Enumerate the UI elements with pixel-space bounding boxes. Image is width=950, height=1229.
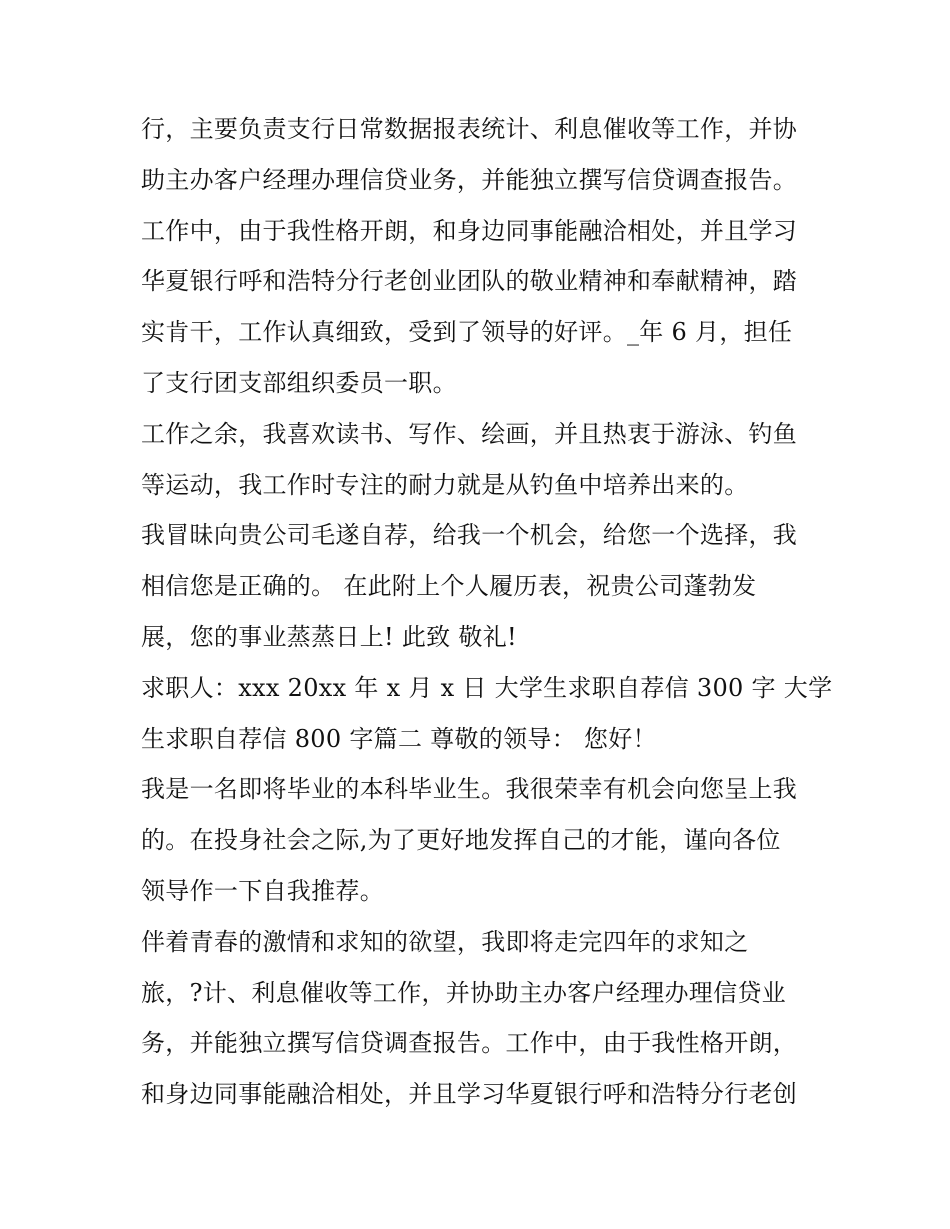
text-line-4: 华夏银行呼和浩特分行老创业团队的敬业精神和奉献精神，踏 — [141, 267, 798, 296]
text-line-15: 的。在投身社会之际,为了更好地发挥自己的才能，谨向各位 — [141, 826, 781, 855]
text-line-6: 了支行团支部组织委员一职。 — [141, 368, 457, 397]
text-line-1: 行，主要负责支行日常数据报表统计、利息催收等工作，并协 — [141, 115, 798, 143]
text-line-10: 相信您是正确的。 在此附上个人履历表，祝贵公司蓬勃发 — [141, 572, 757, 601]
text-line-5: 实肯干，工作认真细致，受到了领导的好评。_年 6 月，担任 — [141, 318, 793, 347]
text-line-12: 求职人：xxx 20xx 年 x 月 x 日 大学生求职自荐信 300 字 大学 — [141, 673, 833, 702]
text-line-9: 我冒昧向贵公司毛遂自荐，给我一个机会，给您一个选择，我 — [141, 521, 798, 550]
document-body — [141, 104, 833, 1120]
text-line-20: 和身边同事能融洽相处，并且学习华夏银行呼和浩特分行老创 — [141, 1080, 798, 1109]
text-line-3: 工作中，由于我性格开朗，和身边同事能融洽相处，并且学习 — [141, 216, 798, 245]
text-line-2: 助主办客户经理办理信贷业务，并能独立撰写信贷调查报告。 — [141, 165, 798, 194]
text-line-8: 等运动，我工作时专注的耐力就是从钓鱼中培养出来的。 — [141, 470, 749, 499]
text-line-13: 生求职自荐信 800 字篇二 尊敬的领导： 您好！ — [141, 724, 657, 753]
text-line-17: 伴着青春的激情和求知的欲望，我即将走完四年的求知之 — [141, 927, 749, 956]
text-line-11: 展，您的事业蒸蒸日上! 此致 敬礼! — [141, 622, 517, 651]
text-line-18: 旅，?计、利息催收等工作，并协助主办客户经理办理信贷业 — [141, 978, 786, 1007]
text-line-16: 领导作一下自我推荐。 — [141, 876, 384, 905]
text-line-14: 我是一名即将毕业的本科毕业生。我很荣幸有机会向您呈上我 — [141, 775, 798, 804]
text-line-7: 工作之余，我喜欢读书、写作、绘画，并且热衷于游泳、钓鱼 — [141, 419, 798, 448]
text-line-19: 务，并能独立撰写信贷调查报告。工作中，由于我性格开朗， — [141, 1029, 798, 1058]
